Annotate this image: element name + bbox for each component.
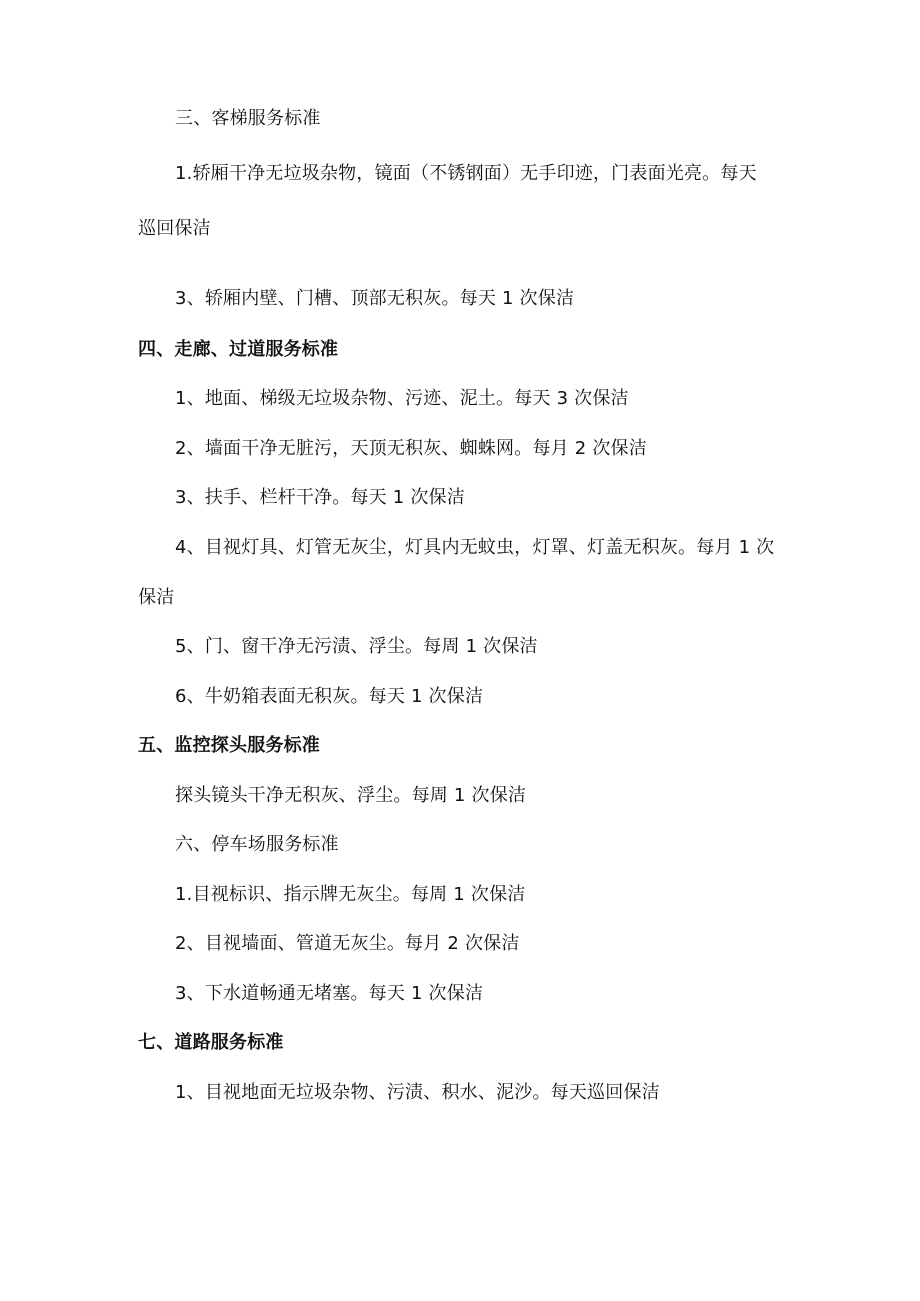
section-heading-elevator: 三、客梯服务标准 [175,108,321,129]
paragraph-line: 2、目视墙面、管道无灰尘。每月 2 次保洁 [175,933,520,954]
paragraph-line: 探头镜头干净无积灰、浮尘。每周 1 次保洁 [175,785,527,806]
paragraph-line: 4、目视灯具、灯管无灰尘，灯具内无蚊虫，灯罩、灯盖无积灰。每月 1 次 [175,537,775,558]
paragraph-line: 1、目视地面无垃圾杂物、污渍、积水、泥沙。每天巡回保洁 [175,1082,660,1103]
section-heading-camera: 五、监控探头服务标准 [138,735,320,756]
paragraph-line: 6、牛奶箱表面无积灰。每天 1 次保洁 [175,686,484,707]
paragraph-line: 3、扶手、栏杆干净。每天 1 次保洁 [175,487,465,508]
paragraph-line: 3、轿厢内壁、门槽、顶部无积灰。每天 1 次保洁 [175,288,575,309]
paragraph-line: 2、墙面干净无脏污，天顶无积灰、蜘蛛网。每月 2 次保洁 [175,438,647,459]
paragraph-line-continuation: 巡回保洁 [138,218,211,239]
section-heading-corridor: 四、走廊、过道服务标准 [138,339,339,360]
paragraph-line: 5、门、窗干净无污渍、浮尘。每周 1 次保洁 [175,636,538,657]
paragraph-line-continuation: 保洁 [138,587,175,608]
paragraph-line: 1.目视标识、指示牌无灰尘。每周 1 次保洁 [175,884,526,905]
section-heading-road: 七、道路服务标准 [138,1032,284,1053]
section-heading-parking: 六、停车场服务标准 [175,834,339,855]
paragraph-line: 1、地面、梯级无垃圾杂物、污迹、泥土。每天 3 次保洁 [175,388,629,409]
paragraph-line: 3、下水道畅通无堵塞。每天 1 次保洁 [175,983,484,1004]
paragraph-line: 1.轿厢干净无垃圾杂物，镜面（不锈钢面）无手印迹，门表面光亮。每天 [175,163,757,184]
